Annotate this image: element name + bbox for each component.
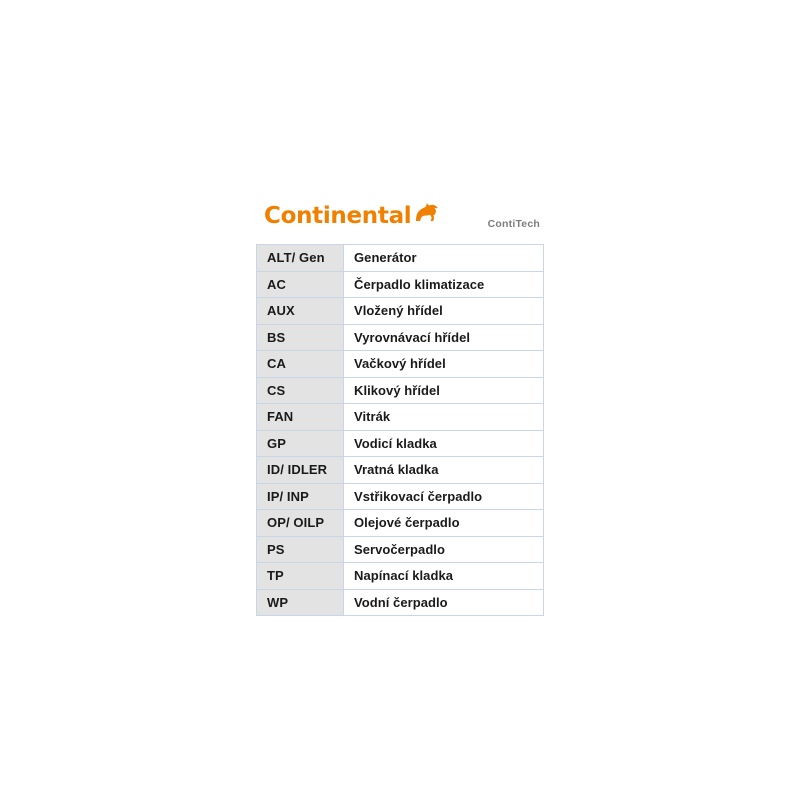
brand-name: Continental	[264, 203, 412, 229]
abbreviation-code: ID/ IDLER	[257, 457, 344, 484]
table-row	[257, 430, 544, 457]
horse-logo-icon	[413, 202, 439, 227]
abbreviation-description: Vyrovnávací hřídel	[344, 324, 544, 351]
table-row	[257, 245, 544, 272]
table-row	[257, 589, 544, 616]
table-row	[257, 324, 544, 351]
abbreviation-description: Vodní čerpadlo	[344, 589, 544, 616]
abbreviation-code: AC	[257, 271, 344, 298]
table-row	[257, 377, 544, 404]
table-row	[257, 483, 544, 510]
table-row	[257, 298, 544, 325]
contitech-wordmark: ContiTech	[487, 218, 540, 230]
abbreviation-code: OP/ OILP	[257, 510, 344, 537]
abbreviation-description: Čerpadlo klimatizace	[344, 271, 544, 298]
abbreviation-description: Napínací kladka	[344, 563, 544, 590]
abbreviation-code: WP	[257, 589, 344, 616]
abbreviation-code: GP	[257, 430, 344, 457]
abbreviation-table	[256, 244, 544, 616]
abbreviation-description: Vačkový hřídel	[344, 351, 544, 378]
abbreviation-description: Olejové čerpadlo	[344, 510, 544, 537]
abbreviation-description: Servočerpadlo	[344, 536, 544, 563]
table-row	[257, 563, 544, 590]
abbreviation-description: Vodicí kladka	[344, 430, 544, 457]
abbreviation-code: CA	[257, 351, 344, 378]
abbreviation-description: Generátor	[344, 245, 544, 272]
abbreviation-code: TP	[257, 563, 344, 590]
table-row	[257, 404, 544, 431]
abbreviation-code: AUX	[257, 298, 344, 325]
abbreviation-description: Klikový hřídel	[344, 377, 544, 404]
abbreviation-sheet	[256, 196, 544, 616]
abbreviation-description: Vložený hřídel	[344, 298, 544, 325]
abbreviation-description: Vstřikovací čerpadlo	[344, 483, 544, 510]
abbreviation-code: FAN	[257, 404, 344, 431]
table-row	[257, 510, 544, 537]
abbreviation-code: BS	[257, 324, 344, 351]
table-row	[257, 351, 544, 378]
continental-logo	[264, 202, 439, 228]
table-row	[257, 457, 544, 484]
abbreviation-description: Vratná kladka	[344, 457, 544, 484]
abbreviation-code: ALT/ Gen	[257, 245, 344, 272]
brand-header	[256, 196, 544, 244]
abbreviation-code: PS	[257, 536, 344, 563]
table-row	[257, 271, 544, 298]
abbreviation-code: IP/ INP	[257, 483, 344, 510]
abbreviation-description: Vitrák	[344, 404, 544, 431]
table-row	[257, 536, 544, 563]
abbreviation-code: CS	[257, 377, 344, 404]
